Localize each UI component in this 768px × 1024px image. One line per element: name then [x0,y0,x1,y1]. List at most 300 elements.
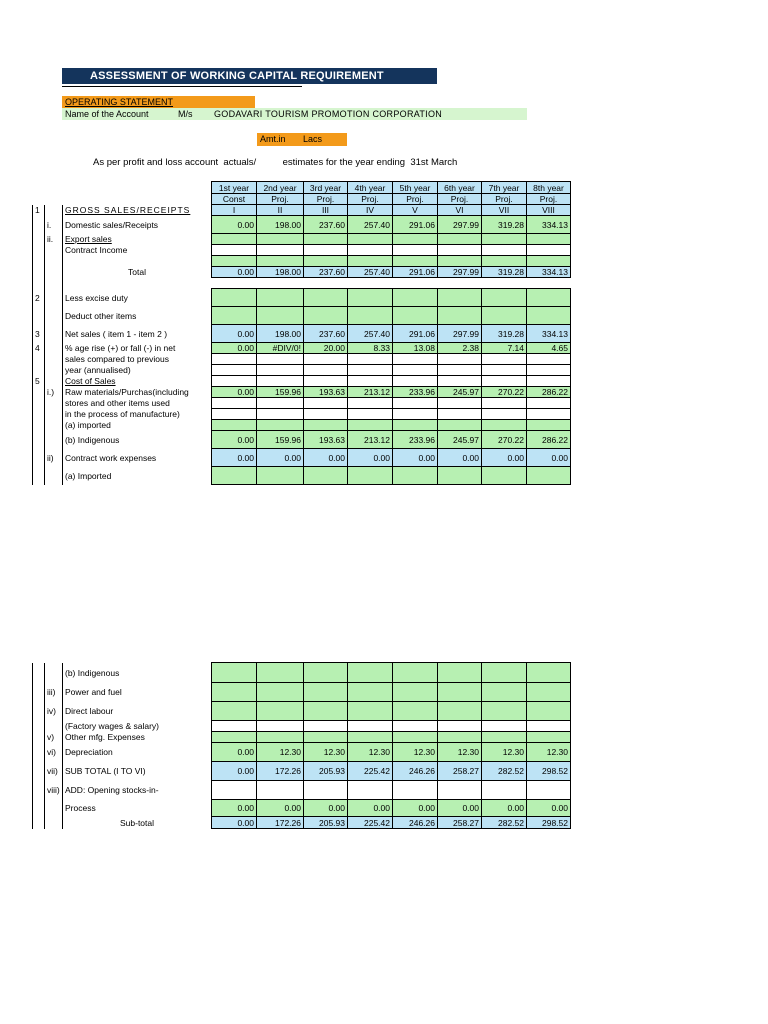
value-cell[interactable] [212,467,257,485]
row-index [45,267,63,278]
value-cell[interactable] [257,245,304,256]
value-cell[interactable] [527,781,571,800]
value-cell[interactable]: 13.08 [393,343,438,354]
row-label: sales compared to previous [63,354,212,365]
operating-statement-table-part1 [32,181,571,485]
row-serial: 3 [33,325,45,343]
value-cell[interactable] [393,420,438,431]
row-serial: 5 [33,376,45,387]
value-cell[interactable]: 205.93 [304,817,348,829]
value-cell[interactable] [304,663,348,683]
value-cell[interactable]: 270.22 [482,387,527,398]
value-cell[interactable]: 0.00 [212,216,257,234]
value-cell[interactable] [393,307,438,325]
value-cell[interactable] [304,289,348,307]
value-cell[interactable] [257,781,304,800]
value-cell[interactable]: 0.00 [212,387,257,398]
value-cell[interactable] [438,245,482,256]
header-spacer [45,194,63,205]
value-cell[interactable] [348,234,393,245]
row-index [45,721,63,732]
value-cell[interactable] [257,289,304,307]
row-serial [33,817,45,829]
value-cell[interactable] [393,234,438,245]
table-row [33,702,571,721]
value-cell[interactable] [438,663,482,683]
value-cell[interactable] [212,256,257,267]
value-cell[interactable]: 334.13 [527,267,571,278]
value-cell[interactable]: 297.99 [438,216,482,234]
value-cell[interactable] [482,781,527,800]
value-cell[interactable]: 319.28 [482,216,527,234]
row-label: in the process of manufacture) [63,409,212,420]
value-cell[interactable] [393,721,438,732]
value-cell[interactable]: 298.52 [527,817,571,829]
row-index: vi) [45,743,63,762]
value-cell[interactable] [482,398,527,409]
value-cell[interactable]: 0.00 [438,449,482,467]
header-spacer [45,182,63,194]
value-cell[interactable]: 0.00 [348,449,393,467]
row-index [45,376,63,387]
value-cell[interactable] [212,409,257,420]
statement-basis-text: As per profit and loss account actuals/ estimates for the year ending 31st March [93,157,458,168]
value-cell[interactable]: 213.12 [348,431,393,449]
value-cell[interactable] [393,245,438,256]
value-cell[interactable] [393,467,438,485]
value-cell[interactable]: 12.30 [482,743,527,762]
value-cell[interactable] [257,420,304,431]
value-cell[interactable]: 4.65 [527,343,571,354]
value-cell[interactable] [304,398,348,409]
value-cell[interactable] [348,365,393,376]
value-cell[interactable] [348,420,393,431]
row-label: Power and fuel [63,683,212,702]
table-row [33,467,571,485]
value-cell[interactable]: 12.30 [304,743,348,762]
row-label: GROSS SALES/RECEIPTS [63,205,212,216]
value-cell[interactable] [212,702,257,721]
account-name-value[interactable]: GODAVARI TOURISM PROMOTION CORPORATION [214,109,443,119]
value-cell[interactable]: 0.00 [212,449,257,467]
value-cell[interactable] [393,781,438,800]
value-cell[interactable] [482,376,527,387]
column-roman-cell: V [393,205,438,216]
row-index [45,817,63,829]
value-cell[interactable] [482,234,527,245]
value-cell[interactable] [438,234,482,245]
value-cell[interactable]: 298.52 [527,762,571,781]
value-cell[interactable]: 286.22 [527,387,571,398]
value-cell[interactable] [527,376,571,387]
row-index: ii) [45,449,63,467]
value-cell[interactable] [348,732,393,743]
value-cell[interactable] [348,721,393,732]
value-cell[interactable]: #DIV/0! [257,343,304,354]
value-cell[interactable] [257,234,304,245]
value-cell[interactable] [527,256,571,267]
table-row [33,762,571,781]
value-cell[interactable] [482,683,527,702]
value-cell[interactable]: 246.26 [393,817,438,829]
value-cell[interactable]: 0.00 [212,343,257,354]
value-cell[interactable] [438,289,482,307]
value-cell[interactable] [304,365,348,376]
value-cell[interactable]: 291.06 [393,267,438,278]
value-cell[interactable]: 198.00 [257,267,304,278]
column-years-cell: 5th year [393,182,438,194]
value-cell[interactable] [482,409,527,420]
value-cell[interactable] [212,721,257,732]
value-cell[interactable] [438,365,482,376]
value-cell[interactable] [348,256,393,267]
value-cell[interactable]: 172.26 [257,762,304,781]
value-cell[interactable] [304,420,348,431]
value-cell[interactable]: 12.30 [438,743,482,762]
value-cell[interactable] [257,702,304,721]
value-cell[interactable]: 198.00 [257,325,304,343]
value-cell[interactable] [257,307,304,325]
value-cell[interactable] [304,376,348,387]
value-cell[interactable]: 0.00 [527,800,571,817]
value-cell[interactable] [304,702,348,721]
value-cell[interactable] [257,683,304,702]
empty-cell [438,278,482,289]
value-cell[interactable]: 237.60 [304,216,348,234]
value-cell[interactable] [212,234,257,245]
value-cell[interactable] [304,245,348,256]
table-row [33,721,571,732]
row-label: Cost of Sales [63,376,212,387]
value-cell[interactable]: 0.00 [393,800,438,817]
value-cell[interactable]: 0.00 [304,800,348,817]
value-cell[interactable]: 213.12 [348,387,393,398]
row-serial [33,702,45,721]
value-cell[interactable]: 286.22 [527,431,571,449]
value-cell[interactable]: 291.06 [393,216,438,234]
value-cell[interactable]: 0.00 [257,800,304,817]
value-cell[interactable] [304,307,348,325]
value-cell[interactable] [438,307,482,325]
value-cell[interactable] [527,409,571,420]
value-cell[interactable]: 198.00 [257,216,304,234]
value-cell[interactable] [438,376,482,387]
value-cell[interactable] [212,307,257,325]
value-cell[interactable] [393,376,438,387]
value-cell[interactable] [212,365,257,376]
row-serial [33,762,45,781]
value-cell[interactable]: 193.63 [304,387,348,398]
value-cell[interactable]: 334.13 [527,325,571,343]
value-cell[interactable] [304,721,348,732]
row-serial: 4 [33,343,45,354]
value-cell[interactable] [438,409,482,420]
value-cell[interactable]: 8.33 [348,343,393,354]
value-cell[interactable] [482,663,527,683]
table-row [33,409,571,420]
value-cell[interactable]: 237.60 [304,325,348,343]
value-cell[interactable] [212,289,257,307]
value-cell[interactable]: 233.96 [393,387,438,398]
value-cell[interactable]: 282.52 [482,817,527,829]
value-cell[interactable] [438,781,482,800]
value-cell[interactable]: 245.97 [438,387,482,398]
value-cell[interactable] [438,721,482,732]
value-cell[interactable] [482,732,527,743]
value-cell[interactable]: 0.00 [482,449,527,467]
value-cell[interactable] [482,256,527,267]
value-cell[interactable]: 257.40 [348,267,393,278]
value-cell[interactable] [257,663,304,683]
value-cell[interactable]: 12.30 [348,743,393,762]
value-cell[interactable] [212,398,257,409]
value-cell[interactable] [438,256,482,267]
table-row [33,325,571,343]
value-cell[interactable] [438,420,482,431]
header-spacer [63,182,212,194]
value-cell[interactable] [482,307,527,325]
value-cell[interactable] [257,365,304,376]
value-cell[interactable]: 258.27 [438,762,482,781]
value-cell[interactable] [257,467,304,485]
value-cell[interactable] [212,732,257,743]
value-cell[interactable] [257,256,304,267]
value-cell[interactable] [257,376,304,387]
value-cell[interactable]: 270.22 [482,431,527,449]
row-label: (a) imported [63,420,212,431]
value-cell[interactable] [393,256,438,267]
row-label: (Factory wages & salary) [63,721,212,732]
value-cell[interactable]: 2.38 [438,343,482,354]
value-cell[interactable]: 257.40 [348,325,393,343]
value-cell[interactable] [482,420,527,431]
value-cell[interactable]: 0.00 [393,449,438,467]
value-cell[interactable] [257,732,304,743]
row-serial [33,800,45,817]
value-cell[interactable] [482,467,527,485]
value-cell[interactable] [348,289,393,307]
column-types-cell: Proj. [348,194,393,205]
value-cell[interactable]: 319.28 [482,325,527,343]
value-cell[interactable] [304,234,348,245]
value-cell[interactable] [212,354,257,365]
row-label [63,278,212,289]
value-cell[interactable] [393,409,438,420]
value-cell[interactable] [482,289,527,307]
value-cell[interactable] [527,234,571,245]
value-cell[interactable]: 7.14 [482,343,527,354]
value-cell[interactable] [257,354,304,365]
empty-cell [348,278,393,289]
value-cell[interactable]: 12.30 [527,743,571,762]
value-cell[interactable]: 334.13 [527,216,571,234]
value-cell[interactable] [527,467,571,485]
row-label: Domestic sales/Receipts [63,216,212,234]
value-cell[interactable] [527,398,571,409]
row-label: % age rise (+) or fall (-) in net [63,343,212,354]
value-cell[interactable] [212,245,257,256]
value-cell[interactable]: 225.42 [348,762,393,781]
value-cell[interactable] [482,354,527,365]
value-cell[interactable] [527,663,571,683]
value-cell[interactable] [304,781,348,800]
value-cell[interactable] [212,420,257,431]
table-row [33,431,571,449]
value-cell[interactable] [304,409,348,420]
row-index [45,325,63,343]
amount-unit[interactable]: Lacs [303,134,323,144]
value-cell[interactable] [482,365,527,376]
row-serial: 1 [33,205,45,216]
value-cell[interactable] [482,245,527,256]
value-cell[interactable] [393,398,438,409]
value-cell[interactable] [438,702,482,721]
value-cell[interactable] [393,732,438,743]
value-cell[interactable] [393,365,438,376]
value-cell[interactable] [257,398,304,409]
row-label: Less excise duty [63,289,212,307]
value-cell[interactable] [348,245,393,256]
value-cell[interactable]: 205.93 [304,762,348,781]
value-cell[interactable] [304,732,348,743]
value-cell[interactable]: 291.06 [393,325,438,343]
row-serial [33,307,45,325]
value-cell[interactable] [438,683,482,702]
value-cell[interactable] [348,663,393,683]
value-cell[interactable] [348,307,393,325]
value-cell[interactable]: 193.63 [304,431,348,449]
row-label: (b) Indigenous [63,431,212,449]
value-cell[interactable] [348,376,393,387]
table-row [33,387,571,398]
value-cell[interactable] [527,365,571,376]
row-index [45,307,63,325]
value-cell[interactable] [348,398,393,409]
column-years-cell: 6th year [438,182,482,194]
value-cell[interactable]: 0.00 [482,800,527,817]
value-cell[interactable]: 159.96 [257,387,304,398]
value-cell[interactable] [438,398,482,409]
value-cell[interactable]: 0.00 [212,325,257,343]
row-serial: 2 [33,289,45,307]
value-cell[interactable]: 0.00 [212,762,257,781]
value-cell[interactable]: 0.00 [212,800,257,817]
row-index: iv) [45,702,63,721]
value-cell[interactable] [527,721,571,732]
value-cell[interactable] [393,354,438,365]
value-cell[interactable] [438,467,482,485]
value-cell[interactable]: 0.00 [212,431,257,449]
value-cell[interactable] [527,702,571,721]
value-cell[interactable] [348,467,393,485]
table-row [33,354,571,365]
value-cell[interactable]: 246.26 [393,762,438,781]
value-cell[interactable] [527,683,571,702]
value-cell[interactable] [438,354,482,365]
value-cell[interactable]: 319.28 [482,267,527,278]
row-serial [33,420,45,431]
row-label: (a) Imported [63,467,212,485]
value-cell[interactable] [304,467,348,485]
value-cell[interactable] [393,683,438,702]
value-cell[interactable]: 0.00 [212,267,257,278]
value-cell[interactable]: 225.42 [348,817,393,829]
value-cell[interactable]: 258.27 [438,817,482,829]
table-row [33,267,571,278]
value-cell[interactable] [304,683,348,702]
value-cell[interactable] [304,354,348,365]
value-cell[interactable] [348,781,393,800]
value-cell[interactable]: 159.96 [257,431,304,449]
value-cell[interactable] [482,702,527,721]
value-cell[interactable]: 233.96 [393,431,438,449]
value-cell[interactable]: 257.40 [348,216,393,234]
empty-cell [482,278,527,289]
value-cell[interactable] [257,721,304,732]
value-cell[interactable] [527,354,571,365]
value-cell[interactable]: 172.26 [257,817,304,829]
column-types-cell: Proj. [482,194,527,205]
column-years-cell: 2nd year [257,182,304,194]
value-cell[interactable] [348,409,393,420]
value-cell[interactable] [527,732,571,743]
value-cell[interactable] [212,683,257,702]
value-cell[interactable]: 237.60 [304,267,348,278]
value-cell[interactable]: 0.00 [348,800,393,817]
value-cell[interactable]: 0.00 [304,449,348,467]
value-cell[interactable] [438,732,482,743]
value-cell[interactable] [482,721,527,732]
row-index [45,663,63,683]
value-cell[interactable]: 0.00 [257,449,304,467]
value-cell[interactable] [527,289,571,307]
value-cell[interactable]: 0.00 [212,743,257,762]
row-index [45,420,63,431]
value-cell[interactable] [527,420,571,431]
value-cell[interactable]: 0.00 [438,800,482,817]
value-cell[interactable] [393,289,438,307]
row-serial [33,781,45,800]
value-cell[interactable]: 297.99 [438,267,482,278]
value-cell[interactable] [348,702,393,721]
value-cell[interactable]: 12.30 [257,743,304,762]
value-cell[interactable]: 282.52 [482,762,527,781]
value-cell[interactable] [393,663,438,683]
value-cell[interactable]: 0.00 [527,449,571,467]
value-cell[interactable]: 245.97 [438,431,482,449]
value-cell[interactable] [212,781,257,800]
row-label: ADD: Opening stocks-in- [63,781,212,800]
value-cell[interactable] [348,683,393,702]
row-index [45,354,63,365]
value-cell[interactable] [393,702,438,721]
row-serial [33,449,45,467]
value-cell[interactable] [212,376,257,387]
value-cell[interactable]: 297.99 [438,325,482,343]
value-cell[interactable] [348,354,393,365]
value-cell[interactable] [527,307,571,325]
value-cell[interactable] [304,256,348,267]
value-cell[interactable] [527,245,571,256]
row-index [45,343,63,354]
value-cell[interactable]: 20.00 [304,343,348,354]
value-cell[interactable] [257,409,304,420]
value-cell[interactable]: 0.00 [212,817,257,829]
value-cell[interactable]: 12.30 [393,743,438,762]
value-cell[interactable] [212,663,257,683]
table-row [33,245,571,256]
column-years-cell: 7th year [482,182,527,194]
